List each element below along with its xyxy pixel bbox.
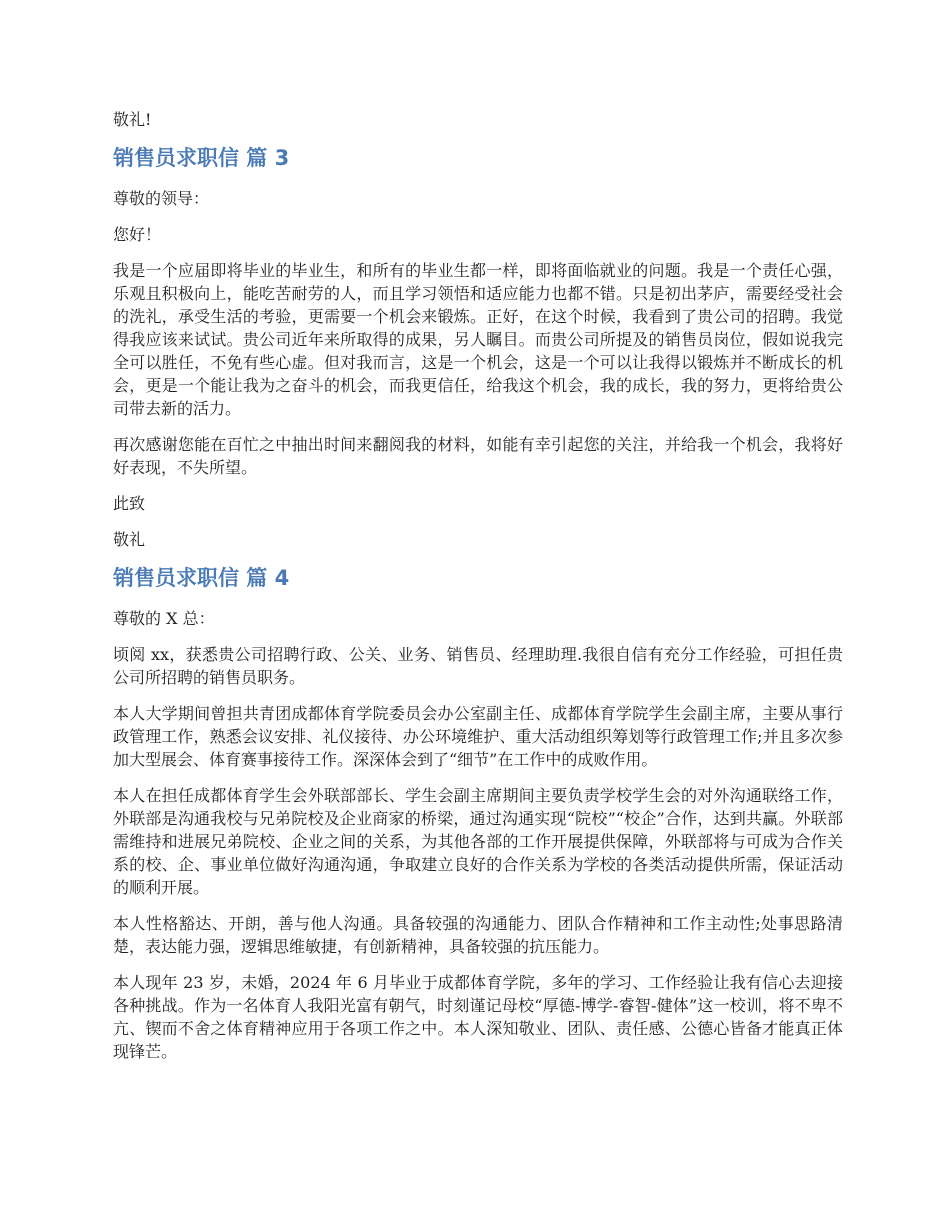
closing-regards: 敬礼 [113,530,146,549]
body-paragraph: 本人性格豁达、开朗，善与他人沟通。具备较强的沟通能力、团队合作精神和工作主动性;处事思路清楚，表达能力强，逻辑思维敏捷，有创新精神，具备较强的抗压能力。 [113,914,843,956]
salutation: 尊敬的领导： [113,189,210,208]
body-paragraph: 再次感谢您能在百忙之中抽出时间来翻阅我的材料，如能有幸引起您的关注，并给我一个机会，我将好好表现，不失所望。 [113,435,843,477]
closing-regards: 敬礼! [113,110,152,129]
body-paragraph: 本人现年 23 岁，未婚，2024 年 6 月毕业于成都体育学院，多年的学习、工作经验让我有信心去迎接各种挑战。作为一名体育人我阳光富有朝气，时刻谨记母校“厚德-博学-睿智-健体”这一校训，将不卑不亢、锲而不舍之体育精神应用于各项工作之中。本人深知敬业、团队、责任感、公德心皆备才能真正体现锋芒。 [113,973,843,1061]
body-paragraph: 本人大学期间曾担共青团成都体育学院委员会办公室副主任、成都体育学院学生会副主席，主要从事行政管理工作，熟悉会议安排、礼仪接待、办公环境维护、重大活动组织筹划等行政管理工作;并且多次参加大型展会、体育赛事接待工作。深深体会到了“细节”在工作中的成败作用。 [113,704,843,769]
body-paragraph: 本人在担任成都体育学生会外联部部长、学生会副主席期间主要负责学校学生会的对外沟通联络工作，外联部是沟通我校与兄弟院校及企业商家的桥梁，通过沟通实现“院校”“校企”合作，达到共赢。外联部需维持和进展兄弟院校、企业之间的关系，为其他各部的工作开展提供保障，外联部将与可成为合作关系的校、企、事业单位做好沟通沟通，争取建立良好的合作关系为学校的各类活动提供所需，保证活动的顺利开展。 [113,786,843,897]
document-page [113,108,843,1076]
body-paragraph: 我是一个应届即将毕业的毕业生，和所有的毕业生都一样，即将面临就业的问题。我是一个责任心强，乐观且积极向上，能吃苦耐劳的人，而且学习领悟和适应能力也都不错。只是初出茅庐，需要经受社会的洗礼，承受生活的考验，更需要一个机会来锻炼。正好，在这个时候，我看到了贵公司的招聘。我觉得我应该来试试。贵公司近年来所取得的成果，另人瞩目。而贵公司所提及的销售员岗位，假如说我完全可以胜任，不免有些心虚。但对我而言，这是一个机会，这是一个可以让我得以锻炼并不断成长的机会，更是一个能让我为之奋斗的机会，而我更信任，给我这个机会，我的成长，我的努力，更将给贵公司带去新的活力。 [113,261,843,418]
section-heading-4: 销售员求职信 篇 4 [113,566,290,590]
closing-line: 此致 [113,494,146,513]
greeting: 您好！ [113,225,162,244]
body-paragraph: 顷阅 xx，获悉贵公司招聘行政、公关、业务、销售员、经理助理.我很自信有充分工作经验，可担任贵公司所招聘的销售员职务。 [113,645,843,687]
salutation: 尊敬的 X 总： [113,609,215,628]
section-heading-3: 销售员求职信 篇 3 [113,146,290,170]
